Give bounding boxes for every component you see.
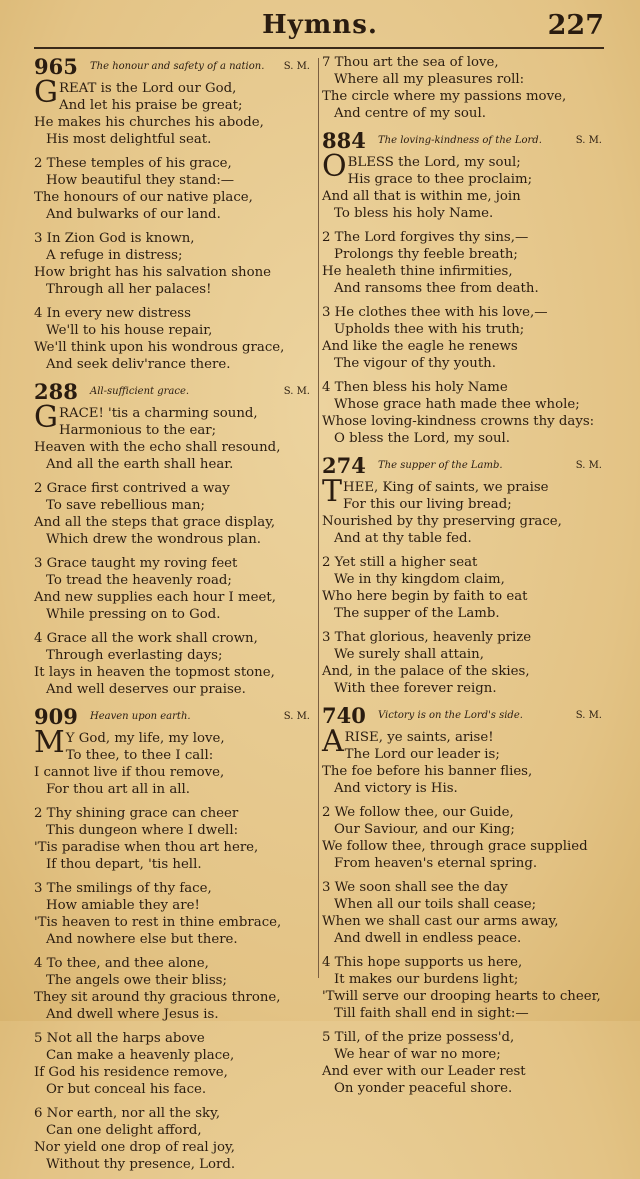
hymn-line: 3 We soon shall see the day [322,880,508,895]
hymn-line: The supper of the Lamb. [334,606,500,621]
hymn-line: This dungeon where I dwell: [46,823,239,838]
hymn-line: 2 We follow thee, our Guide, [322,805,514,820]
hymn-line: The angels owe their bliss; [46,973,227,988]
verse-gap [34,798,314,805]
hymn-line: Through all her palaces! [46,282,212,297]
hymn-line: The vigour of thy youth. [334,356,496,371]
hymn-number: 884 [322,128,366,153]
hymn-line: And new supplies each hour I meet, [34,590,276,605]
hymn-line: It lays in heaven the topmost stone, [34,665,275,680]
hymn-number: 274 [322,453,366,478]
column-divider [318,58,319,978]
hymn-line: We follow thee, through grace supplied [322,839,588,854]
hymn-line: His most delightful seat. [46,132,212,147]
hymn-continuation [322,54,606,122]
hymn-line: I cannot live if thou remove, [34,765,225,780]
hymn-line: Prolongs thy feeble breath; [334,247,518,262]
verse-gap [34,1023,314,1030]
hymn-line: How beautiful they stand:— [46,173,235,188]
verse-gap [34,473,314,480]
verse-gap [34,548,314,555]
hymn-line: The honours of our native place, [34,190,253,205]
hymn-line: Which drew the wondrous plan. [46,532,261,547]
hymn-line: Through everlasting days; [46,648,223,663]
hymn-line: 4 In every new distress [34,306,191,321]
hymn-number: 909 [34,704,78,729]
hymn-meter: S. M. [283,386,310,397]
hymn-line: And let his praise be great; [58,98,243,113]
hymn [322,703,606,1097]
hymn-line: 4 Grace all the work shall crown, [34,631,258,646]
drop-cap: M [34,725,65,760]
hymn-title: Victory is on the Lord's side. [378,710,523,721]
hymn-line: Heaven with the echo shall resound, [34,440,281,455]
hymn-line: 4 Then bless his holy Name [322,380,508,395]
hymn [34,704,314,1173]
hymn-line: And dwell where Jesus is. [46,1007,219,1022]
hymn-line-text: BLESS the Lord, my soul; [347,155,521,170]
hymn-line-text: Y God, my life, my love, [65,731,225,746]
hymn-line: And victory is His. [334,781,458,796]
hymn-line: To thee, to thee I call: [65,748,214,763]
verse-gap [322,622,606,629]
hymn-line: And all the earth shall hear. [46,457,234,472]
verse-gap [34,223,314,230]
drop-cap: T [322,474,343,509]
hymn-title: The supper of the Lamb. [378,460,503,471]
hymn-line: Can one delight afford, [46,1123,202,1138]
hymn-line: 6 Nor earth, nor all the sky, [34,1106,221,1121]
hymn-line: It makes our burdens light; [334,972,519,987]
hymn-line: He healeth thine infirmities, [322,264,513,279]
hymn-line-text: RISE, ye saints, arise! [344,730,494,745]
page-number: 227 [547,10,604,41]
hymn [34,54,314,373]
verse-gap [34,873,314,880]
hymn-line: They sit around thy gracious throne, [34,990,281,1005]
hymn-heading [322,453,606,479]
hymn-line: From heaven's eternal spring. [334,856,538,871]
hymn-title: Heaven upon earth. [90,711,191,722]
hymn-line: 3 The smilings of thy face, [34,881,212,896]
hymn-line: O bless the Lord, my soul. [334,431,511,446]
verse-gap [322,222,606,229]
hymn-line: 2 The Lord forgives thy sins,— [322,230,529,245]
hymn-line: And at thy table fed. [334,531,472,546]
hymn-line: On yonder peaceful shore. [334,1081,513,1096]
hymn-line: Till faith shall end in sight:— [334,1006,529,1021]
hymn-line: The Lord our leader is; [344,747,500,762]
hymn-line: Whose loving-kindness crowns thy days: [322,414,595,429]
verse-gap [322,1022,606,1029]
hymn-line: 'Tis paradise when thou art here, [34,840,259,855]
hymn-heading [322,128,606,154]
hymn-line: And seek deliv'rance there. [46,357,231,372]
hymn-line: And all that is within me, join [322,189,521,204]
page-header [30,10,610,44]
drop-cap: G [34,75,58,110]
header-rule [34,47,604,49]
hymn-line: He makes his churches his abode, [34,115,264,130]
hymn-line: We in thy kingdom claim, [334,572,505,587]
hymn-line: We hear of war no more; [334,1047,501,1062]
hymn-line: We surely shall attain, [334,647,484,662]
hymn-line: 'Twill serve our drooping hearts to cheer, [322,989,601,1004]
hymn-line: And dwell in endless peace. [334,931,522,946]
hymn [322,128,606,447]
verse-gap [34,148,314,155]
hymn-title: The honour and safety of a nation. [90,61,265,72]
hymn-line: 4 To thee, and thee alone, [34,956,209,971]
hymn-line: And like the eagle he renews [322,339,518,354]
hymn [322,453,606,697]
verse-gap [322,547,606,554]
hymn-line: To tread the heavenly road; [46,573,232,588]
hymn-line: Our Saviour, and our King; [334,822,515,837]
hymn-line: How bright has his salvation shone [34,265,272,280]
hymn-line: When all our toils shall cease; [334,897,537,912]
hymn-line: 2 These temples of his grace, [34,156,232,171]
hymn-heading [322,703,606,729]
hymn-meter: S. M. [283,61,310,72]
verse-gap [34,298,314,305]
hymn-heading [34,704,314,730]
verse-gap [34,1098,314,1105]
hymn-line: Whose grace hath made thee whole; [334,397,580,412]
hymn-line: To save rebellious man; [46,498,205,513]
hymn-number: 740 [322,703,366,728]
hymn-line: 2 Thy shining grace can cheer [34,806,239,821]
hymn-line: Nourished by thy preserving grace, [322,514,562,529]
hymn-line: Where all my pleasures roll: [334,72,525,87]
hymn-line-text: RACE! 'tis a charming sound, [58,406,258,421]
verse-gap [34,623,314,630]
hymn-line: To bless his holy Name. [334,206,494,221]
verse-gap [322,297,606,304]
hymn-line: 'Tis heaven to rest in thine embrace, [34,915,282,930]
hymn-line: With thee forever reign. [334,681,497,696]
drop-cap: O [322,149,347,184]
verse-gap [322,872,606,879]
hymn-line: For this our living bread; [343,497,512,512]
hymn-title: All-sufficient grace. [90,386,190,397]
hymn-heading [34,54,314,80]
hymn-line: 7 Thou art the sea of love, [322,55,499,70]
hymn-meter: S. M. [575,135,602,146]
hymn-line: For thou art all in all. [46,782,191,797]
hymn [34,379,314,698]
hymn-line: And, in the palace of the skies, [322,664,530,679]
hymn-line: 5 Till, of the prize possess'd, [322,1030,515,1045]
hymn-line: Or but conceal his face. [46,1082,207,1097]
hymn-line: 3 That glorious, heavenly prize [322,630,532,645]
hymn-line: If thou depart, 'tis hell. [46,857,202,872]
hymn-line: Harmonious to the ear; [58,423,217,438]
drop-cap: A [322,724,344,759]
drop-cap: G [34,400,58,435]
hymn-line: And bulwarks of our land. [46,207,221,222]
hymn-line: 2 Grace first contrived a way [34,481,230,496]
hymn-line: The circle where my passions move, [322,89,567,104]
hymn-title: The loving-kindness of the Lord. [378,135,542,146]
hymn-line: The foe before his banner flies, [322,764,533,779]
hymn-line: While pressing on to God. [46,607,221,622]
hymn-line: Nor yield one drop of real joy, [34,1140,236,1155]
verse-gap [322,947,606,954]
hymn-line: 2 Yet still a higher seat [322,555,478,570]
left-column [34,54,314,1179]
hymn-number: 965 [34,54,78,79]
hymn-line: His grace to thee proclaim; [347,172,533,187]
hymn-meter: S. M. [575,460,602,471]
hymn-line: Upholds thee with his truth; [334,322,525,337]
hymn-meter: S. M. [283,711,310,722]
hymn-line: 3 He clothes thee with his love,— [322,305,548,320]
hymn-line: 4 This hope supports us here, [322,955,523,970]
hymn-line: If God his residence remove, [34,1065,228,1080]
hymn-line-text: HEE, King of saints, we praise [343,480,549,495]
hymn-line: And ransoms thee from death. [334,281,539,296]
verse-gap [34,948,314,955]
right-column [322,54,606,1103]
hymn-line: When we shall cast our arms away, [322,914,559,929]
hymn-line: A refuge in distress; [46,248,183,263]
hymn-line: We'll think upon his wondrous grace, [34,340,285,355]
hymn-line: And well deserves our praise. [46,682,246,697]
hymn-line: 3 In Zion God is known, [34,231,195,246]
hymn-line: And all the steps that grace display, [34,515,276,530]
verse-gap [322,797,606,804]
hymn-line: 3 Grace taught my roving feet [34,556,238,571]
hymn-line: Can make a heavenly place, [46,1048,235,1063]
hymn-heading [34,379,314,405]
hymn-number: 288 [34,379,78,404]
hymn-line: How amiable they are! [46,898,200,913]
hymn-meter: S. M. [575,710,602,721]
hymn-line: Without thy presence, Lord. [46,1157,236,1172]
hymn-line-text: REAT is the Lord our God, [58,81,237,96]
page-title: Hymns. [262,10,378,40]
hymn-line: 5 Not all the harps above [34,1031,205,1046]
hymn-line: We'll to his house repair, [46,323,213,338]
hymn-line: And centre of my soul. [334,106,486,121]
hymn-line: And ever with our Leader rest [322,1064,526,1079]
hymn-line: Who here begin by faith to eat [322,589,528,604]
hymn-line: And nowhere else but there. [46,932,238,947]
verse-gap [322,372,606,379]
